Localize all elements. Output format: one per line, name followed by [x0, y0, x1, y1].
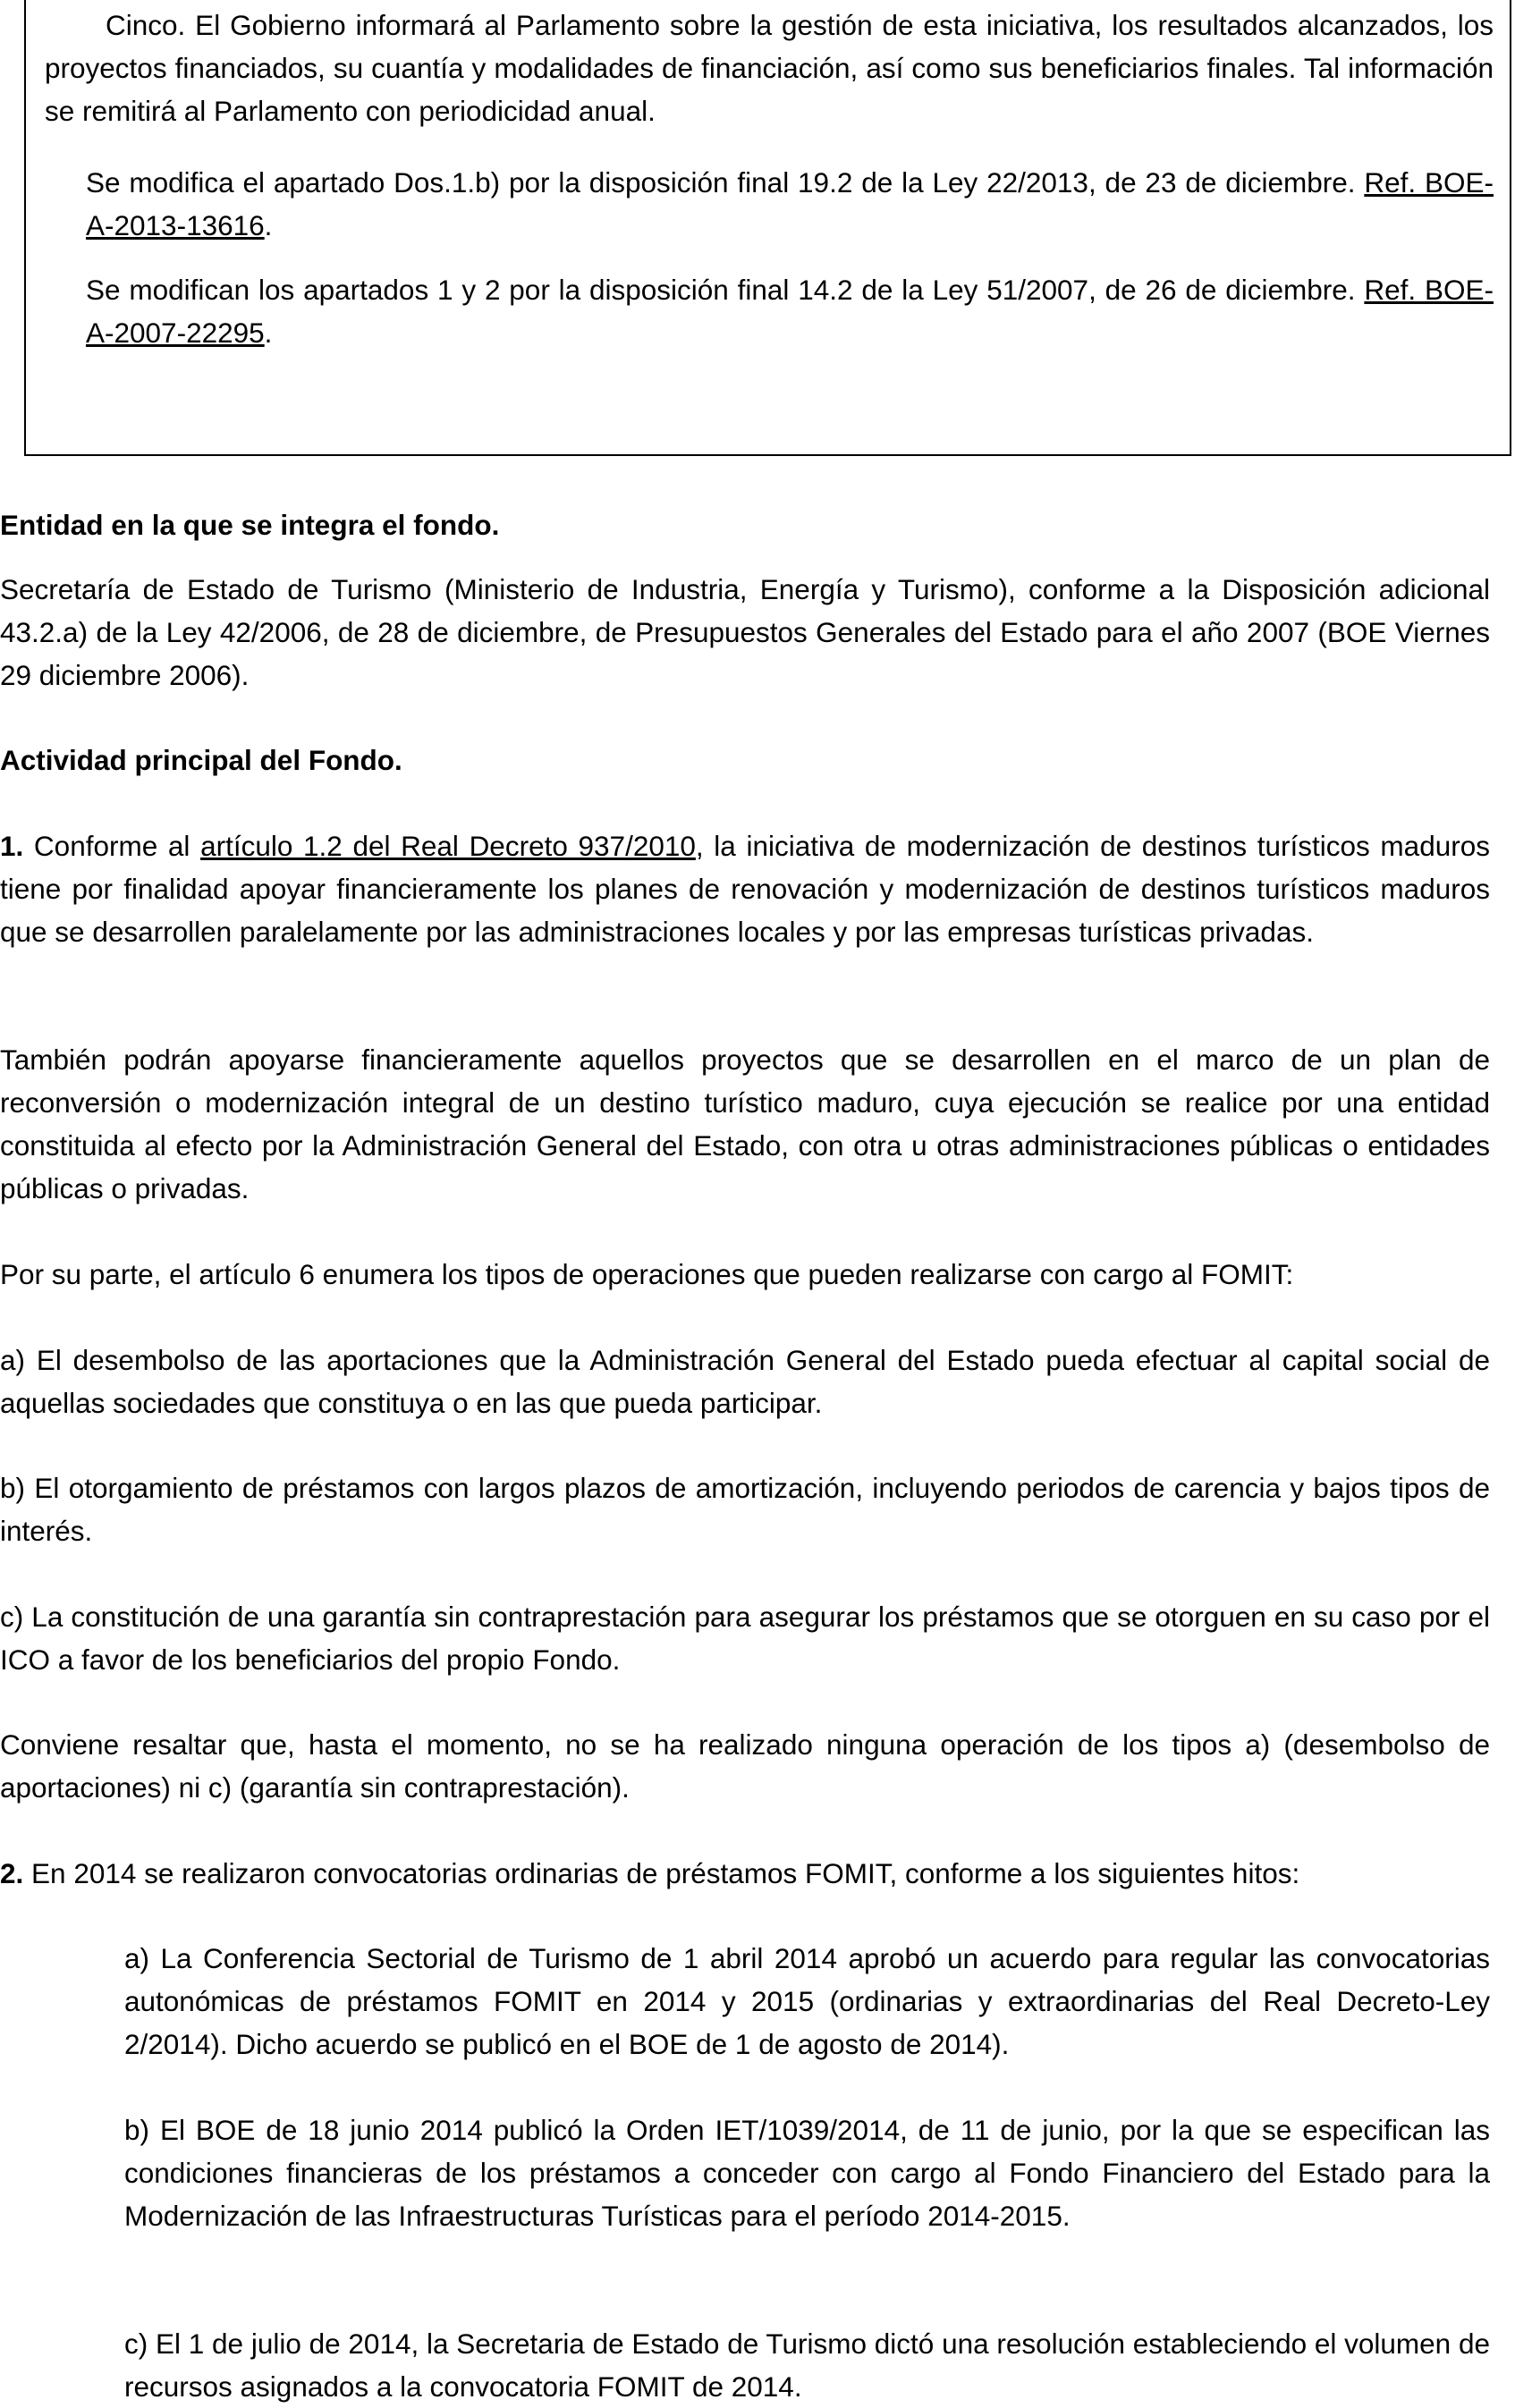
operation-a: a) El desembolso de las aportaciones que la Administración General del Estado pueda efectuar al capital social de aquellas sociedades que constituya o en las que pueda participar.	[0, 1344, 1490, 1419]
boe-ref-link-2007[interactable]: Ref. BOE-A-2007-22295	[86, 274, 1494, 349]
actividad-heading: Actividad principal del Fondo.	[0, 744, 402, 776]
modification-note-1-text: Se modifica el apartado Dos.1.b) por la disposición final 19.2 de la Ley 22/2013, de 23 de diciembre.	[86, 166, 1365, 199]
real-decreto-link[interactable]: artículo 1.2 del Real Decreto 937/2010	[200, 830, 696, 862]
actividad-paragraph-4: Conviene resaltar que, hasta el momento, no se ha realizado ninguna operación de los tipos a) (desembolso de aportaciones) ni c) (garantía sin contraprestación).	[0, 1728, 1490, 1804]
actividad-paragraph-1	[0, 824, 1490, 953]
hito-a: a) La Conferencia Sectorial de Turismo de 1 abril 2014 aprobó un acuerdo para regular las convocatorias autonómicas de préstamos FOMIT en 2014 y 2015 (ordinarias y extraordinarias del Real Decreto-Ley 2/2014). Dicho acuerdo se publicó en el BOE de 1 de agosto de 2014).	[124, 1942, 1490, 2060]
modification-note-1	[86, 161, 1494, 247]
period: .	[264, 317, 273, 349]
actividad-paragraph-2: También podrán apoyarse financieramente aquellos proyectos que se desarrollen en el marco de un plan de reconversión o modernización integral de un destino turístico maduro, cuya ejecución se realice por una entidad constituida al efecto por la Administración General del Estado, con otra u otras administraciones públicas o entidades públicas o privadas.	[0, 1043, 1490, 1204]
modification-note-2	[86, 268, 1494, 354]
boe-ref-link-2013[interactable]: Ref. BOE-A-2013-13616	[86, 166, 1494, 241]
paragraph-number-1: 1.	[0, 830, 24, 862]
actividad-paragraph-5	[0, 1852, 1490, 1895]
modification-note-2-text: Se modifican los apartados 1 y 2 por la disposición final 14.2 de la Ley 51/2007, de 26 de diciembre.	[86, 274, 1365, 306]
actividad-paragraph-3: Por su parte, el artículo 6 enumera los tipos de operaciones que pueden realizarse con cargo al FOMIT:	[0, 1258, 1294, 1290]
period: .	[264, 209, 273, 241]
paragraph-5-body: En 2014 se realizaron convocatorias ordinarias de préstamos FOMIT, conforme a los siguientes hitos:	[23, 1857, 1300, 1889]
paragraph-1-lead: Conforme al	[23, 830, 201, 862]
paragraph-1-body: , la iniciativa de modernización de destinos turísticos maduros tiene por finalidad apoyar financieramente los planes de renovación y modernización de destinos turísticos maduros que se desarrollen paralelamente por las administraciones locales y por las empresas turísticas privadas.	[0, 830, 1490, 948]
article-paragraph-cinco: Cinco. El Gobierno informará al Parlamento sobre la gestión de esta iniciativa, los resultados alcanzados, los proyectos financiados, su cuantía y modalidades de financiación, así como sus beneficiarios finales. Tal información se remitirá al Parlamento con periodicidad anual.	[45, 9, 1494, 127]
entidad-heading: Entidad en la que se integra el fondo.	[0, 509, 500, 541]
operation-c: c) La constitución de una garantía sin contraprestación para asegurar los préstamos que se otorguen en su caso por el ICO a favor de los beneficiarios del propio Fondo.	[0, 1601, 1490, 1676]
paragraph-number-2: 2.	[0, 1857, 24, 1889]
hito-c: c) El 1 de julio de 2014, la Secretaria de Estado de Turismo dictó una resolución estableciendo el volumen de recursos asignados a la convocatoria FOMIT de 2014.	[124, 2328, 1490, 2403]
entidad-text: Secretaría de Estado de Turismo (Ministerio de Industria, Energía y Turismo), conforme a la Disposición adicional 43.2.a) de la Ley 42/2006, de 28 de diciembre, de Presupuestos Generales del Estado para el año 2007 (BOE Viernes 29 diciembre 2006).	[0, 573, 1490, 691]
operation-b: b) El otorgamiento de préstamos con largos plazos de amortización, incluyendo periodos de carencia y bajos tipos de interés.	[0, 1472, 1490, 1547]
hito-b: b) El BOE de 18 junio 2014 publicó la Orden IET/1039/2014, de 11 de junio, por la que se especifican las condiciones financieras de los préstamos a conceder con cargo al Fondo Financiero del Estado para la Modernización de las Infraestructuras Turísticas para el período 2014-2015.	[124, 2114, 1490, 2232]
